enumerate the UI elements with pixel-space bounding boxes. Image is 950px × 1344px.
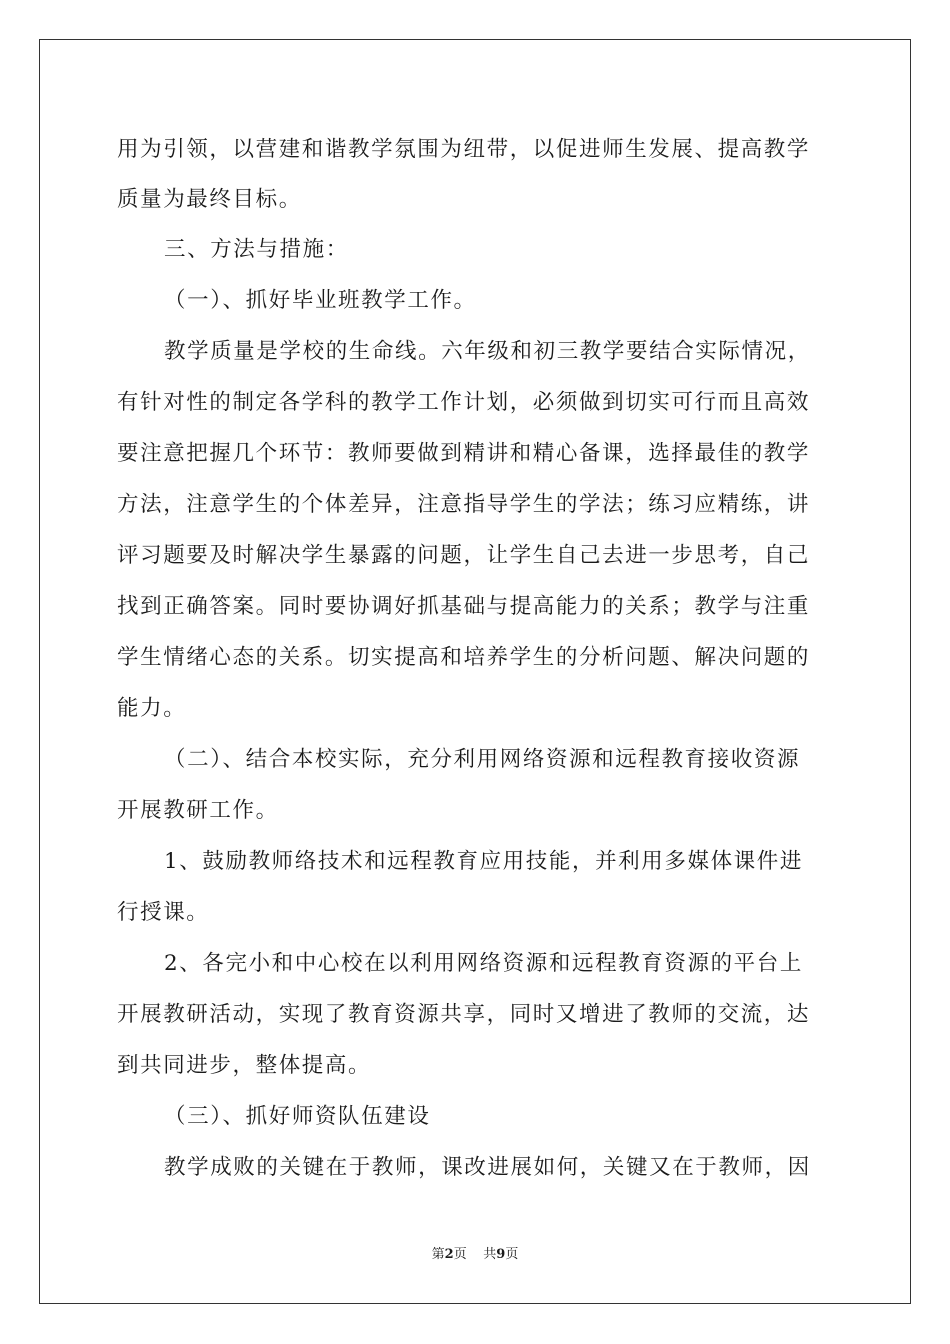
total-pages-number: 9	[496, 1247, 506, 1262]
subsection-heading: （一）、抓好毕业班教学工作。	[164, 288, 477, 313]
page-footer	[0, 1246, 950, 1264]
text-line: 学生情绪心态的关系。切实提高和培养学生的分析问题、解决问题的	[117, 645, 811, 670]
text-line: 教学质量是学校的生命线。六年级和初三教学要结合实际情况，	[164, 339, 811, 364]
text-line: 要注意把握几个环节：教师要做到精讲和精心备课，选择最佳的教学	[117, 441, 811, 466]
text-line: 质量为最终目标。	[117, 187, 302, 212]
section-heading: 三、方法与措施：	[164, 237, 349, 262]
text-line: 到共同进步，整体提高。	[117, 1053, 372, 1078]
text-line: 开展教研工作。	[117, 798, 279, 823]
text-line: 有针对性的制定各学科的教学工作计划，必须做到切实可行而且高效	[117, 390, 811, 415]
current-page-number: 2	[444, 1247, 454, 1262]
footer-total-suffix: 页	[505, 1247, 519, 1262]
text-line: 找到正确答案。同时要协调好抓基础与提高能力的关系；教学与注重	[117, 594, 811, 619]
text-line: 方法，注意学生的个体差异，注意指导学生的学法；练习应精练，讲	[117, 492, 811, 517]
text-line: 教学成败的关键在于教师，课改进展如何，关键又在于教师，因	[164, 1155, 811, 1180]
list-item: 1、鼓励教师络技术和远程教育应用技能，并利用多媒体课件进	[164, 849, 803, 874]
text-line: 评习题要及时解决学生暴露的问题，让学生自己去进一步思考，自己	[117, 543, 811, 568]
subsection-heading: （三）、抓好师资队伍建设	[164, 1104, 431, 1129]
footer-total-prefix: 共	[483, 1247, 497, 1262]
text-line: 行授课。	[117, 900, 210, 925]
subsection-heading: （二）、结合本校实际，充分利用网络资源和远程教育接收资源	[164, 747, 801, 772]
text-line: 开展教研活动，实现了教育资源共享，同时又增进了教师的交流，达	[117, 1002, 811, 1027]
text-line: 能力。	[117, 696, 187, 721]
footer-prefix: 第	[431, 1247, 445, 1262]
text-line: 用为引领，以营建和谐教学氛围为纽带，以促进师生发展、提高教学	[117, 137, 811, 162]
footer-page-suffix: 页	[453, 1247, 467, 1262]
list-item: 2、各完小和中心校在以利用网络资源和远程教育资源的平台上	[164, 951, 803, 976]
